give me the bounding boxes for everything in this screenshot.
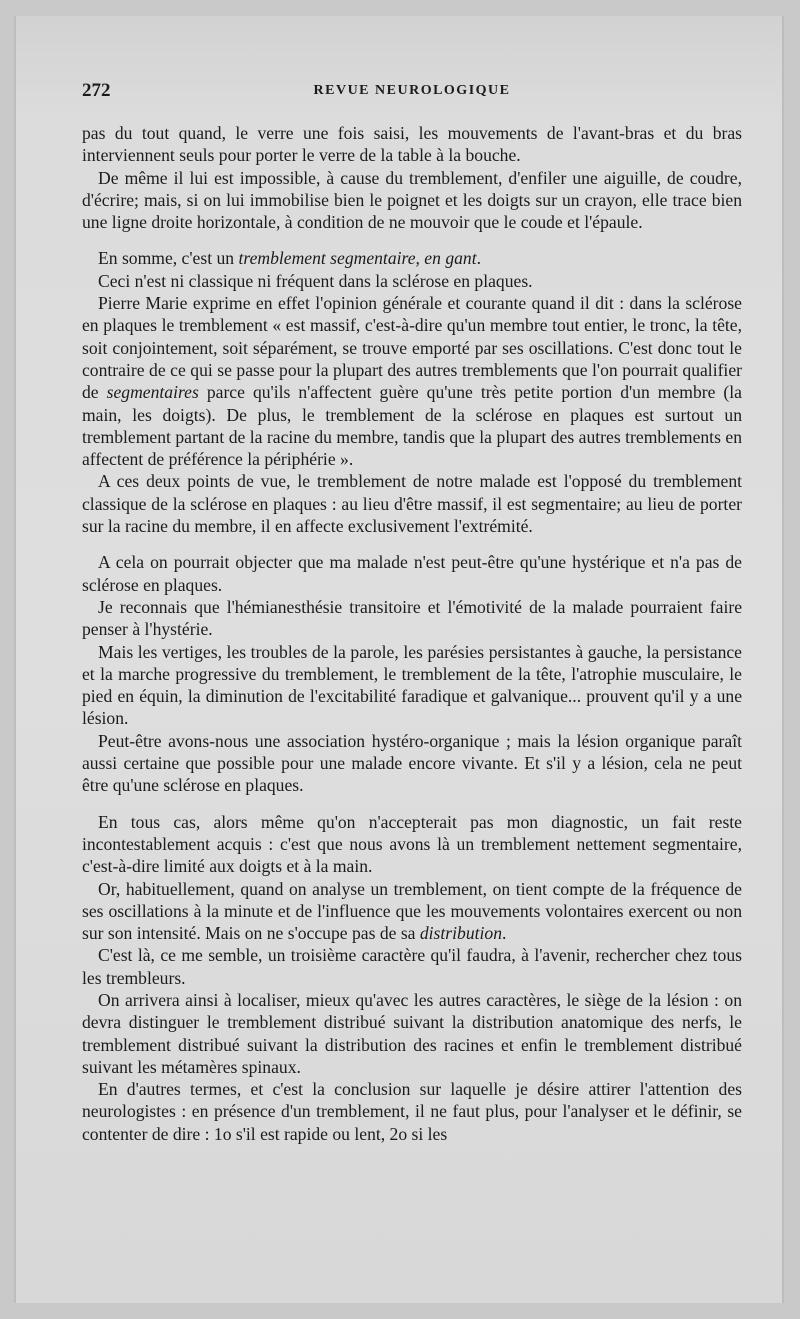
paragraph: pas du tout quand, le verre une fois saisi, les mouvements de l'avant-bras et du bras interviennent seuls pour porter le verre de la table à la bouche. <box>82 123 742 166</box>
paragraph: En somme, c'est un tremblement segmentaire, en gant. <box>98 248 481 269</box>
paragraph: Mais les vertiges, les troubles de la parole, les parésies persistantes à gauche, la persistance et la marche progressive du tremblement, le tremblement de la tête, l'atrophie musculaire, le pied en équin, la diminution de l'excitabilité faradique et galvanique... prouvent qu'il y a une lésion. <box>82 641 742 729</box>
emphasis-text: segmentaires <box>106 382 199 403</box>
paragraph: A ces deux points de vue, le tremblement de notre malade est l'opposé du tremblement classique de la sclérose en plaques : au lieu d'être massif, il est segmentaire; au lieu de porter sur la racine du membre, il en affecte exclusivement l'extrémité. <box>82 471 742 537</box>
running-head <box>82 80 742 110</box>
paragraph: Or, habituellement, quand on analyse un tremblement, on tient compte de la fréquence de ses oscillations à la minute et de l'influence que les mouvements volontaires exercent ou non sur son intensité. Mais on ne s'occupe pas de sa distribution. <box>82 878 742 944</box>
paragraph: A cela on pourrait objecter que ma malade n'est peut-être qu'une hystérique et n'a pas de sclérose en plaques. <box>82 552 742 595</box>
paragraph: En d'autres termes, et c'est la conclusion sur laquelle je désire attirer l'attention des neurologistes : en présence d'un tremblement, il ne faut plus, pour l'analyser et le définir, se contenter de dire : 1o s'il est rapide ou lent, 2o si les <box>82 1079 742 1144</box>
paragraph: De même il lui est impossible, à cause du tremblement, d'enfiler une aiguille, de coudre, d'écrire; mais, si on lui immobilise bien le poignet et les doigts sur un crayon, elle trace bien une ligne droite horizontale, à condition de ne mouvoir que le coude et l'épaule. <box>82 167 742 233</box>
page-content <box>82 80 742 1145</box>
paragraph: Ceci n'est ni classique ni fréquent dans la sclérose en plaques. <box>98 270 533 291</box>
paragraph: En tous cas, alors même qu'on n'accepterait pas mon diagnostic, un fait reste incontestablement acquis : c'est que nous avons là un tremblement nettement segmentaire, c'est-à-dire limité aux doigts et à la main. <box>82 811 742 877</box>
paragraph: Peut-être avons-nous une association hystéro-organique ; mais la lésion organique paraît aussi certaine que possible pour une malade encore vivante. Et s'il y a lésion, cela ne peut être qu'une sclérose en plaques. <box>82 730 742 796</box>
emphasis-text: tremblement segmentaire, en gant <box>238 248 477 269</box>
page-number: 272 <box>82 80 111 101</box>
paragraph: On arrivera ainsi à localiser, mieux qu'avec les autres caractères, le siège de la lésion : on devra distinguer le tremblement distribué suivant la distribution anatomique des nerfs, le tremblement distribué suivant la distribution des racines et enfin le tremblement distribué suivant les métamères spinaux. <box>82 989 742 1077</box>
paragraph: Pierre Marie exprime en effet l'opinion générale et courante quand il dit : dans la sclérose en plaques le tremblement « est massif, c'est-à-dire qu'un membre tout entier, le tronc, la tête, soit conjointement, soit séparément, se trouve emporté par ses oscillations. C'est donc tout le contraire de ce qui se passe pour la plupart des autres tremblements que l'on pourrait qualifier de segmentaires parce qu'ils n'affectent guère qu'une très petite portion d'un membre (la main, les doigts). De plus, le tremblement de la sclérose en plaques est surtout un tremblement partant de la racine du membre, tandis que la plupart des autres tremblements en affectent de préférence la périphérie ». <box>82 293 742 470</box>
journal-title: REVUE NEUROLOGIQUE <box>313 83 511 98</box>
scanned-page <box>14 16 784 1303</box>
paragraph: Je reconnais que l'hémianesthésie transitoire et l'émotivité de la malade pourraient faire penser à l'hystérie. <box>82 596 742 640</box>
paragraph: C'est là, ce me semble, un troisième caractère qu'il faudra, à l'avenir, rechercher chez tous les trembleurs. <box>82 945 742 988</box>
emphasis-text: distribution <box>419 923 502 944</box>
